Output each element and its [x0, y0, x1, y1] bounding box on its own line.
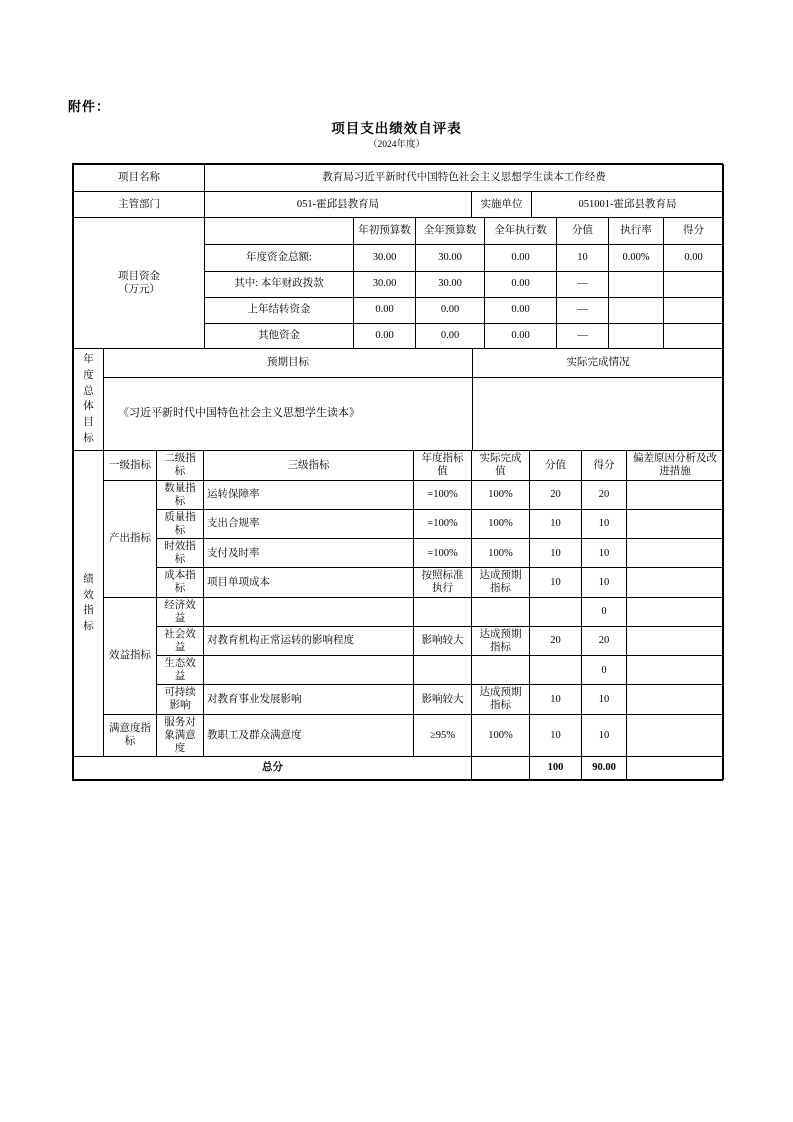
col-header-score: 得分 [664, 218, 724, 244]
funds-row-label: 年度资金总额: [205, 244, 354, 271]
level3-label [204, 656, 414, 685]
level2-label: 质量指标 [157, 509, 204, 538]
level2-label: 时效指标 [157, 539, 204, 568]
target-value: ≥95% [414, 714, 472, 756]
funds-section-label [74, 218, 205, 348]
empty-cell [205, 218, 354, 244]
deviation-cell [627, 685, 724, 714]
weight-value: 20 [530, 626, 582, 655]
target-value: =100% [414, 539, 472, 568]
deviation-cell [627, 480, 724, 509]
weight-value: 10 [530, 685, 582, 714]
project-name-value: 教育局习近平新时代中国特色社会主义思想学生读本工作经费 [205, 165, 724, 192]
level3-label: 对教育机构正常运转的影响程度 [204, 626, 414, 655]
funds-label-line2: （万元） [118, 283, 160, 295]
funds-annual: 0.00 [416, 323, 485, 348]
total-deviation [627, 756, 724, 779]
performance-side-label-text: 绩效指标 [83, 573, 94, 633]
col-header-level3: 三级指标 [204, 451, 414, 480]
funds-rate [609, 297, 664, 323]
col-header-actual-value: 实际完成值 [472, 451, 530, 480]
actual-value: 100% [472, 480, 530, 509]
col-header-initial-budget: 年初预算数 [354, 218, 416, 244]
actual-value [472, 597, 530, 626]
target-value: =100% [414, 480, 472, 509]
performance-section [73, 451, 724, 780]
page-subtitle: （2024年度） [367, 140, 425, 150]
col-header-score: 得分 [582, 451, 627, 480]
funds-weight: 10 [557, 244, 609, 271]
actual-value [472, 656, 530, 685]
funds-executed: 0.00 [485, 271, 557, 297]
total-actual [472, 756, 530, 779]
funds-score: 0.00 [664, 244, 724, 271]
level3-label: 支付及时率 [204, 539, 414, 568]
level3-label: 支出合规率 [204, 509, 414, 538]
funds-initial: 0.00 [354, 297, 416, 323]
score-value: 0 [582, 597, 627, 626]
col-header-level1: 一级指标 [104, 451, 157, 480]
department-label: 主管部门 [74, 192, 205, 218]
performance-side-label [74, 451, 104, 756]
level2-label: 可持续影响 [157, 685, 204, 714]
level2-label: 数量指标 [157, 480, 204, 509]
indicator-row [74, 597, 724, 626]
score-value: 20 [582, 626, 627, 655]
funds-executed: 0.00 [485, 323, 557, 348]
weight-value [530, 656, 582, 685]
funds-score [664, 271, 724, 297]
info-section [73, 164, 724, 218]
score-value: 20 [582, 480, 627, 509]
indicator-row [74, 509, 724, 538]
project-name-label: 项目名称 [74, 165, 205, 192]
total-weight: 100 [530, 756, 582, 779]
funds-section [73, 218, 724, 349]
target-value [414, 597, 472, 626]
funds-row-label: 其中: 本年财政拨款 [205, 271, 354, 297]
funds-row-label: 上年结转资金 [205, 297, 354, 323]
indicator-row [74, 714, 724, 756]
expected-goal-content: 《习近平新时代中国特色社会主义思想学生读本》 [104, 378, 473, 451]
col-header-level2: 二级指标 [157, 451, 204, 480]
weight-value: 10 [530, 539, 582, 568]
actual-value: 100% [472, 539, 530, 568]
target-value: 影响较大 [414, 685, 472, 714]
indicator-row [74, 568, 724, 597]
funds-initial: 30.00 [354, 244, 416, 271]
funds-executed: 0.00 [485, 244, 557, 271]
actual-completion-header: 实际完成情况 [473, 349, 724, 378]
actual-completion-content [473, 378, 724, 451]
target-value [414, 656, 472, 685]
score-value: 10 [582, 685, 627, 714]
annual-goal-side-label [74, 349, 104, 451]
funds-rate [609, 271, 664, 297]
deviation-cell [627, 714, 724, 756]
funds-weight: — [557, 323, 609, 348]
funds-score [664, 297, 724, 323]
funds-annual: 30.00 [416, 244, 485, 271]
indicator-row [74, 539, 724, 568]
funds-initial: 30.00 [354, 271, 416, 297]
total-score: 90.00 [582, 756, 627, 779]
annual-goal-side-label-text: 年度总体目标 [83, 354, 94, 444]
col-header-weight: 分值 [557, 218, 609, 244]
level3-label [204, 597, 414, 626]
col-header-target-value: 年度指标值 [414, 451, 472, 480]
unit-value: 051001-霍邱县教育局 [532, 192, 724, 218]
col-header-weight: 分值 [530, 451, 582, 480]
funds-row-label: 其他资金 [205, 323, 354, 348]
indicator-row [74, 626, 724, 655]
total-row [74, 756, 724, 779]
col-header-exec-rate: 执行率 [609, 218, 664, 244]
level3-label: 运转保障率 [204, 480, 414, 509]
level3-label: 项目单项成本 [204, 568, 414, 597]
department-value: 051-霍邱县教育局 [205, 192, 472, 218]
score-value: 10 [582, 539, 627, 568]
actual-value: 达成预期指标 [472, 568, 530, 597]
level3-label: 教职工及群众满意度 [204, 714, 414, 756]
level2-label: 生态效益 [157, 656, 204, 685]
level3-label: 对教育事业发展影响 [204, 685, 414, 714]
page-title: 项目支出绩效自评表 [331, 121, 462, 136]
deviation-cell [627, 539, 724, 568]
funds-executed: 0.00 [485, 297, 557, 323]
target-value: 按照标准执行 [414, 568, 472, 597]
actual-value: 达成预期指标 [472, 685, 530, 714]
col-header-deviation: 偏差原因分析及改进措施 [627, 451, 724, 480]
group-label-satisfaction: 满意度指标 [104, 714, 157, 756]
weight-value: 10 [530, 509, 582, 538]
target-value: =100% [414, 509, 472, 538]
indicator-row [74, 685, 724, 714]
target-value: 影响较大 [414, 626, 472, 655]
evaluation-table [72, 163, 723, 781]
level2-label: 经济效益 [157, 597, 204, 626]
funds-initial: 0.00 [354, 323, 416, 348]
deviation-cell [627, 626, 724, 655]
deviation-cell [627, 568, 724, 597]
indicator-row [74, 480, 724, 509]
deviation-cell [627, 656, 724, 685]
funds-label-line1: 项目资金 [118, 270, 160, 282]
indicator-row [74, 656, 724, 685]
deviation-cell [627, 509, 724, 538]
funds-weight: — [557, 271, 609, 297]
funds-rate: 0.00% [609, 244, 664, 271]
weight-value [530, 597, 582, 626]
score-value: 10 [582, 509, 627, 538]
level2-label: 成本指标 [157, 568, 204, 597]
col-header-annual-budget: 全年预算数 [416, 218, 485, 244]
actual-value: 100% [472, 714, 530, 756]
weight-value: 10 [530, 568, 582, 597]
weight-value: 20 [530, 480, 582, 509]
score-value: 10 [582, 714, 627, 756]
funds-annual: 30.00 [416, 271, 485, 297]
funds-annual: 0.00 [416, 297, 485, 323]
score-value: 10 [582, 568, 627, 597]
score-value: 0 [582, 656, 627, 685]
level2-label: 服务对象满意度 [157, 714, 204, 756]
weight-value: 10 [530, 714, 582, 756]
funds-rate [609, 323, 664, 348]
expected-goal-header: 预期目标 [104, 349, 473, 378]
unit-label: 实施单位 [472, 192, 532, 218]
actual-value: 100% [472, 509, 530, 538]
group-label-benefit: 效益指标 [104, 597, 157, 714]
funds-weight: — [557, 297, 609, 323]
col-header-executed: 全年执行数 [485, 218, 557, 244]
deviation-cell [627, 597, 724, 626]
annual-goal-section [73, 349, 724, 452]
total-label: 总分 [74, 756, 472, 779]
group-label-output: 产出指标 [104, 480, 157, 597]
actual-value: 达成预期指标 [472, 626, 530, 655]
level2-label: 社会效益 [157, 626, 204, 655]
attachment-label: 附件： [68, 99, 111, 114]
funds-score [664, 323, 724, 348]
